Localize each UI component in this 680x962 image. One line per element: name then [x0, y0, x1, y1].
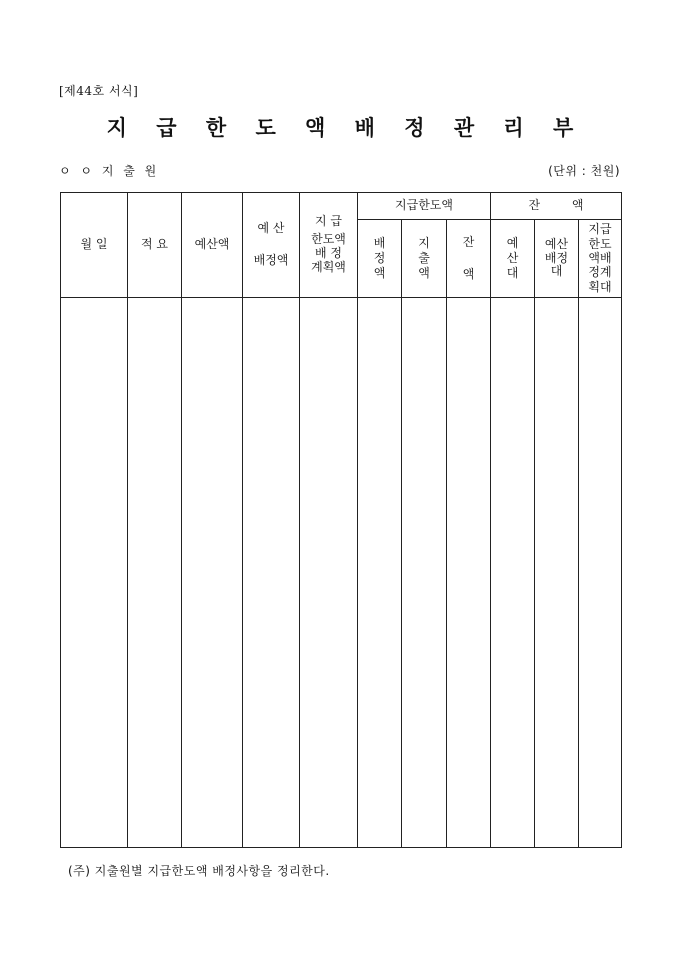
cell-expenditure[interactable] [402, 298, 447, 848]
cell-budget-allocation[interactable] [243, 298, 300, 848]
unit-label: (단위 : 천원) [548, 164, 620, 178]
sub-expenditure-label: 지출액 [418, 236, 430, 280]
sub-vs-limit-plan-label: 지급한도액배정계획대 [588, 222, 612, 294]
group-balance-label: 잔 액 [528, 198, 598, 213]
cell-balance[interactable] [447, 298, 491, 848]
sub-vs-budget-header [491, 220, 535, 298]
cell-limit-plan[interactable] [300, 298, 358, 848]
sub-vs-budget-allocation-header [535, 220, 579, 298]
group-balance-header [491, 193, 622, 220]
form-number: [제44호 서식] [59, 84, 139, 98]
sub-vs-budget-allocation-label-line2: 배정 [544, 250, 569, 265]
col-summary-label: 적 요 [141, 237, 168, 252]
col-budget-label: 예산액 [194, 237, 230, 252]
col-limit-plan-label-line1: 지 급 [315, 214, 342, 229]
col-limit-plan-label-line4: 계획액 [311, 259, 346, 274]
col-budget-allocation-header [243, 193, 300, 298]
col-month-day-header [61, 193, 128, 298]
sub-allocated-header [358, 220, 402, 298]
footnote: (주) 지출원별 지급한도액 배정사항을 정리한다. [68, 864, 330, 878]
col-summary-header [128, 193, 182, 298]
header-row-group [61, 193, 622, 220]
document-title: 지 급 한 도 액 배 정 관 리 부 [106, 115, 585, 140]
disbursing-officer-label: ㅇ ㅇ 지 출 원 [59, 164, 160, 178]
cell-allocated[interactable] [358, 298, 402, 848]
cell-budget[interactable] [182, 298, 243, 848]
col-budget-allocation-label-line2: 배정액 [253, 253, 289, 267]
sub-allocated-label: 배정액 [373, 236, 386, 280]
sub-balance-label: 잔액 [462, 235, 475, 281]
col-limit-plan-header [300, 193, 358, 298]
sub-balance-header [447, 220, 491, 298]
cell-month-day[interactable] [61, 298, 128, 848]
col-month-day-label: 월 일 [80, 237, 108, 252]
cell-summary[interactable] [128, 298, 182, 848]
cell-vs-limit-plan[interactable] [579, 298, 622, 848]
table-row [61, 298, 622, 848]
cell-vs-budget[interactable] [491, 298, 535, 848]
sub-vs-budget-allocation-label-line1: 예산 [544, 236, 569, 251]
group-payment-limit-header [358, 193, 491, 220]
col-limit-plan-label-line2: 한도액 [311, 232, 346, 247]
group-payment-limit-label: 지급한도액 [395, 198, 453, 213]
sub-vs-limit-plan-header [579, 220, 622, 298]
col-budget-header [182, 193, 243, 298]
col-budget-allocation-label-line1: 예 산 [257, 221, 285, 236]
cell-vs-budget-allocation[interactable] [535, 298, 579, 848]
sub-vs-budget-label: 예산대 [506, 236, 519, 280]
sub-expenditure-header [402, 220, 447, 298]
sub-vs-budget-allocation-label-line3: 대 [550, 264, 563, 279]
col-limit-plan-label-line3: 배 정 [315, 246, 342, 260]
allocation-ledger-table [60, 192, 622, 848]
